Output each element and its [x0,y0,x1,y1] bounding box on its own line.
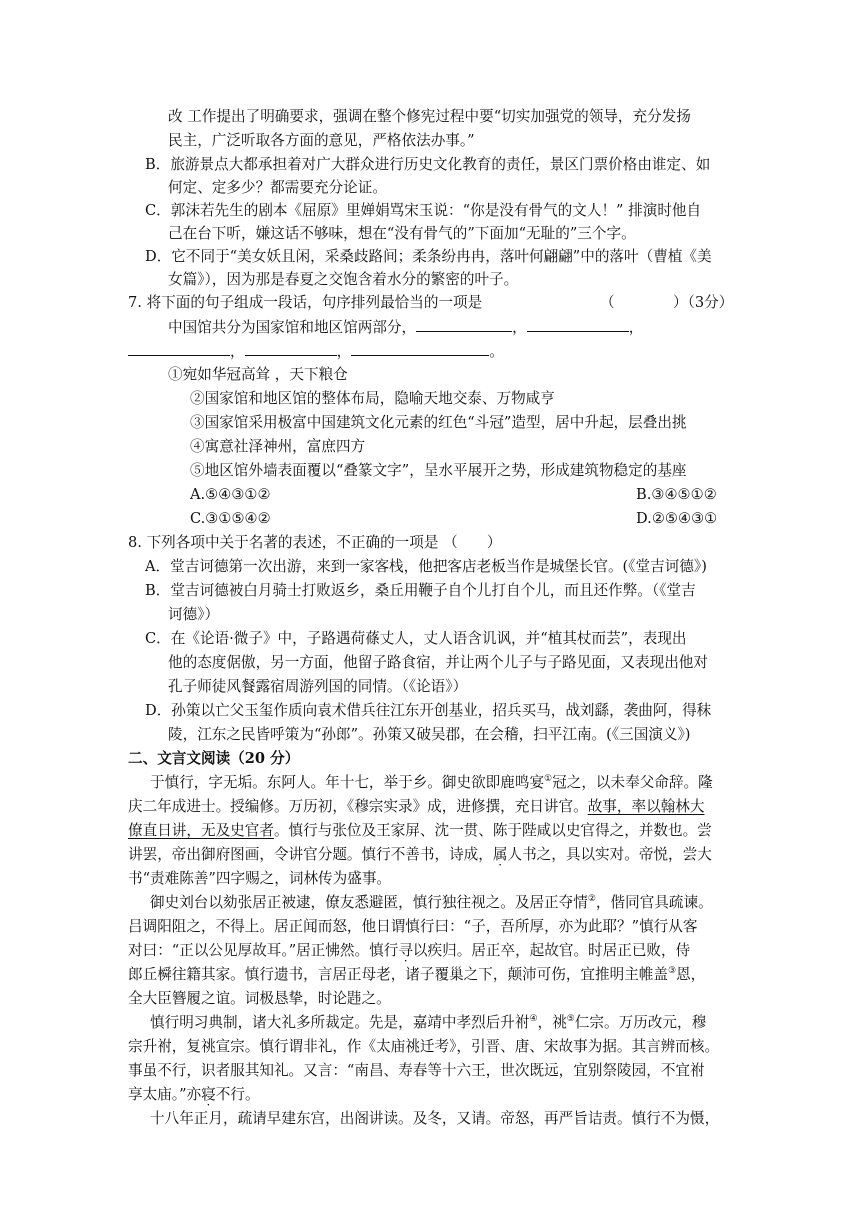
q8-option-a: A．堂吉诃德第一次出游，来到一家客栈，他把客店老板当作是城堡长官。(《堂吉诃德》) [145,558,707,575]
q7-comma-3: ， [230,343,245,360]
q8-option-c-line3: 孔子师徒风餐露宿周游列国的同情。（《论语》） [168,678,468,695]
passage-p1-line3: 僚直日讲，无及史官者。慎行与张位及王家屏、沈一贯、陈于陛咸以史官得之，并数也。尝 [128,822,712,839]
q8-option-d-line2: 陵，江东之民皆呼策为“孙郎”。孙策又破吴郡，在会稽，扫平江南。(《三国演义》) [168,726,691,743]
passage-p3-line3: 事虽不行，识者服其知礼。又言：“南昌、寿春等十六王，世次既远，宜别祭陵园，不宜祔 [128,1062,705,1079]
q6-option-c-line1: C．郭沫若先生的剧本《屈原》里婵娟骂宋玉说：“你是没有骨气的文人！” 排演时他自 [145,202,702,219]
passage-p2-line3: 对曰：“正以公见厚故耳。”居正怫然。慎行寻以疾归。居正卒，起故官。时居正已败，侍 [128,942,691,959]
q7-item-4: ④寓意社泽神州，富庶四方 [190,438,366,455]
q6-option-d-line2: 女篇》），因为那是春夏之交饱含着水分的繁密的叶子。 [168,271,519,288]
q7-period: 。 [489,343,504,360]
q6-a-line1: 改 工作提出了明确要求，强调在整个修宪过程中要“切实加强党的领导，充分发扬 [168,108,691,125]
section-heading: 二、文言文阅读（20 分） [128,750,300,767]
q7-comma-1: ， [512,319,527,336]
q7-blank-1[interactable] [416,317,512,332]
q8-stem: 8. 下列各项中关于名著的表述，不正确的一项是 （ ） [128,534,502,551]
dotted-char-shu: 属 [492,846,508,863]
passage-p1-line4: 讲罢，帝出御府图画，令讲官分题。慎行不善书，诗成，属人书之，具以实对。帝悦，尝大 [128,846,712,863]
q6-a-line2: 民主，广泛听取各方面的意见，严格依法办事。” [168,132,475,149]
underlined-sentence-part2: 僚直日讲，无及史官者 [128,822,274,839]
q8-option-c-line2: 他的态度倨傲，另一方面，他留子路食宿，并让两个儿子与子路见面，又表现出他对 [168,654,708,671]
passage-p1-line5: 书“责难陈善”四字赐之，词林传为盛事。 [128,870,392,887]
q8-option-d-line1: D．孙策以亡父玉玺作质向袁术借兵往江东开创基业，招兵买马，战刘繇，袭曲阿，得秣 [145,702,712,719]
q7-blank-4[interactable] [245,341,337,356]
q8-option-b-line1: B．堂吉诃德被白月骑士打败返乡，桑丘用鞭子自个儿打自个儿，而且还作弊。（《堂吉 [145,582,696,599]
q7-blank-5[interactable] [351,341,489,356]
passage-p1-line2: 庆二年成进士。授编修。万历初，《穆宗实录》成，进修撰，充日讲官。故事，率以翰林大 [128,798,705,815]
footnote-mark-3: ③ [667,966,677,977]
footnote-mark-5: ⑤ [566,1014,575,1025]
q6-option-b-line2: 何定、定多少？都需要充分论证。 [168,179,387,196]
q6-option-c-line2: 己在台下听，嫌这话不够味，想在“没有骨气的”下面加“无耻的”三个字。 [168,225,636,242]
q7-line1-prefix: 中国馆共分为国家馆和地区馆两部分， [168,319,417,336]
q7-option-d: D.②⑤④③① [636,510,718,527]
q7-item-2: ②国家馆和地区馆的整体布局，隐喻天地交泰、万物咸亨 [190,390,555,407]
passage-p3-line4: 享太庙。”亦寝不行。 [128,1086,260,1103]
q7-option-c: C.③①⑤④② [190,510,271,527]
dotted-char-qin: 寝 [201,1086,216,1103]
q6-option-b-line1: B．旅游景点大都承担着对广大群众进行历史文化教育的责任，景区门票价格由谁定、如 [145,156,711,173]
q6-option-d-line1: D．它不同于“美女妖且闲，采桑歧路间；柔条纷冉冉，落叶何翩翩”中的落叶（曹植《美 [145,248,712,265]
q7-fill-line2 [128,341,504,362]
passage-p3-line1: 慎行明习典制，诸大礼多所裁定。先是，嘉靖中孝烈后升祔④，祧⑤仁宗。万历改元，穆 [150,1014,707,1031]
q7-option-a: A.⑤④③①② [190,486,271,503]
footnote-mark-1: ① [544,774,553,785]
q7-blank-3[interactable] [128,341,230,356]
q7-item-5: ⑤地区馆外墙表面覆以“叠篆文字”，呈水平展开之势，形成建筑物稳定的基座 [190,462,687,479]
underlined-sentence-part1: 故事，率以翰林大 [587,798,705,815]
q8-option-b-line2: 诃德》） [168,606,220,623]
q7-option-b: B.③④⑤①② [636,486,717,503]
passage-p2-line1: 御史刘台以劾张居正被逮，僚友悉避匿，慎行独往视之。及居正夺情②，偕同官具疏谏。 [150,894,713,911]
q7-comma-4: ， [336,343,352,360]
passage-p2-line4: 郎丘橓往籍其家。慎行遗书，言居正母老，诸子覆巢之下，颠沛可伤，宜推明主帷盖③恩， [128,966,706,983]
q7-stem: 7. 将下面的句子组成一段话，句序排列最恰当的一项是 [128,294,483,311]
footnote-mark-4: ④ [529,1014,538,1025]
q7-item-3: ③国家馆采用极富中国建筑文化元素的红色“斗冠”造型，居中升起，层叠出挑 [190,414,687,431]
q7-blank-2[interactable] [527,317,629,332]
q8-option-c-line1: C．在《论语·微子》中，子路遇荷蓧丈人，丈人语含讥讽，并“植其杖而芸”，表现出 [145,630,687,647]
passage-p2-line5: 全大臣簪履之谊。词极恳挚，时论韪之。 [128,990,391,1007]
footnote-mark-2: ② [587,894,596,905]
passage-p1-line1: 于慎行，字无垢。东阿人。年十七，举于乡。御史欲即鹿鸣宴①冠之，以未奉父命辞。隆 [150,774,713,791]
q7-answer-paren: （ ）（3分） [600,294,734,311]
passage-p4-line1: 十八年正月，疏请早建东宫，出阁讲读。及冬，又请。帝怒，再严旨诘责。慎行不为慑， [150,1110,720,1127]
dotted-char-xun: 寻 [398,942,413,959]
q7-comma-2: ， [628,319,644,336]
q7-item-1: ①宛如华冠高耸 ，天下粮仓 [168,366,348,383]
passage-p3-line2: 宗升祔，复祧宣宗。慎行谓非礼，作《太庙祧迁考》，引晋、唐、宋故事为据。其言辨而核。 [128,1038,720,1055]
passage-p2-line2: 吕调阳阻之，不得上。居正闻而怒，他日谓慎行曰：“子，吾所厚，亦为此耶？”慎行从客 [128,918,698,935]
q7-fill-line1 [168,317,643,338]
